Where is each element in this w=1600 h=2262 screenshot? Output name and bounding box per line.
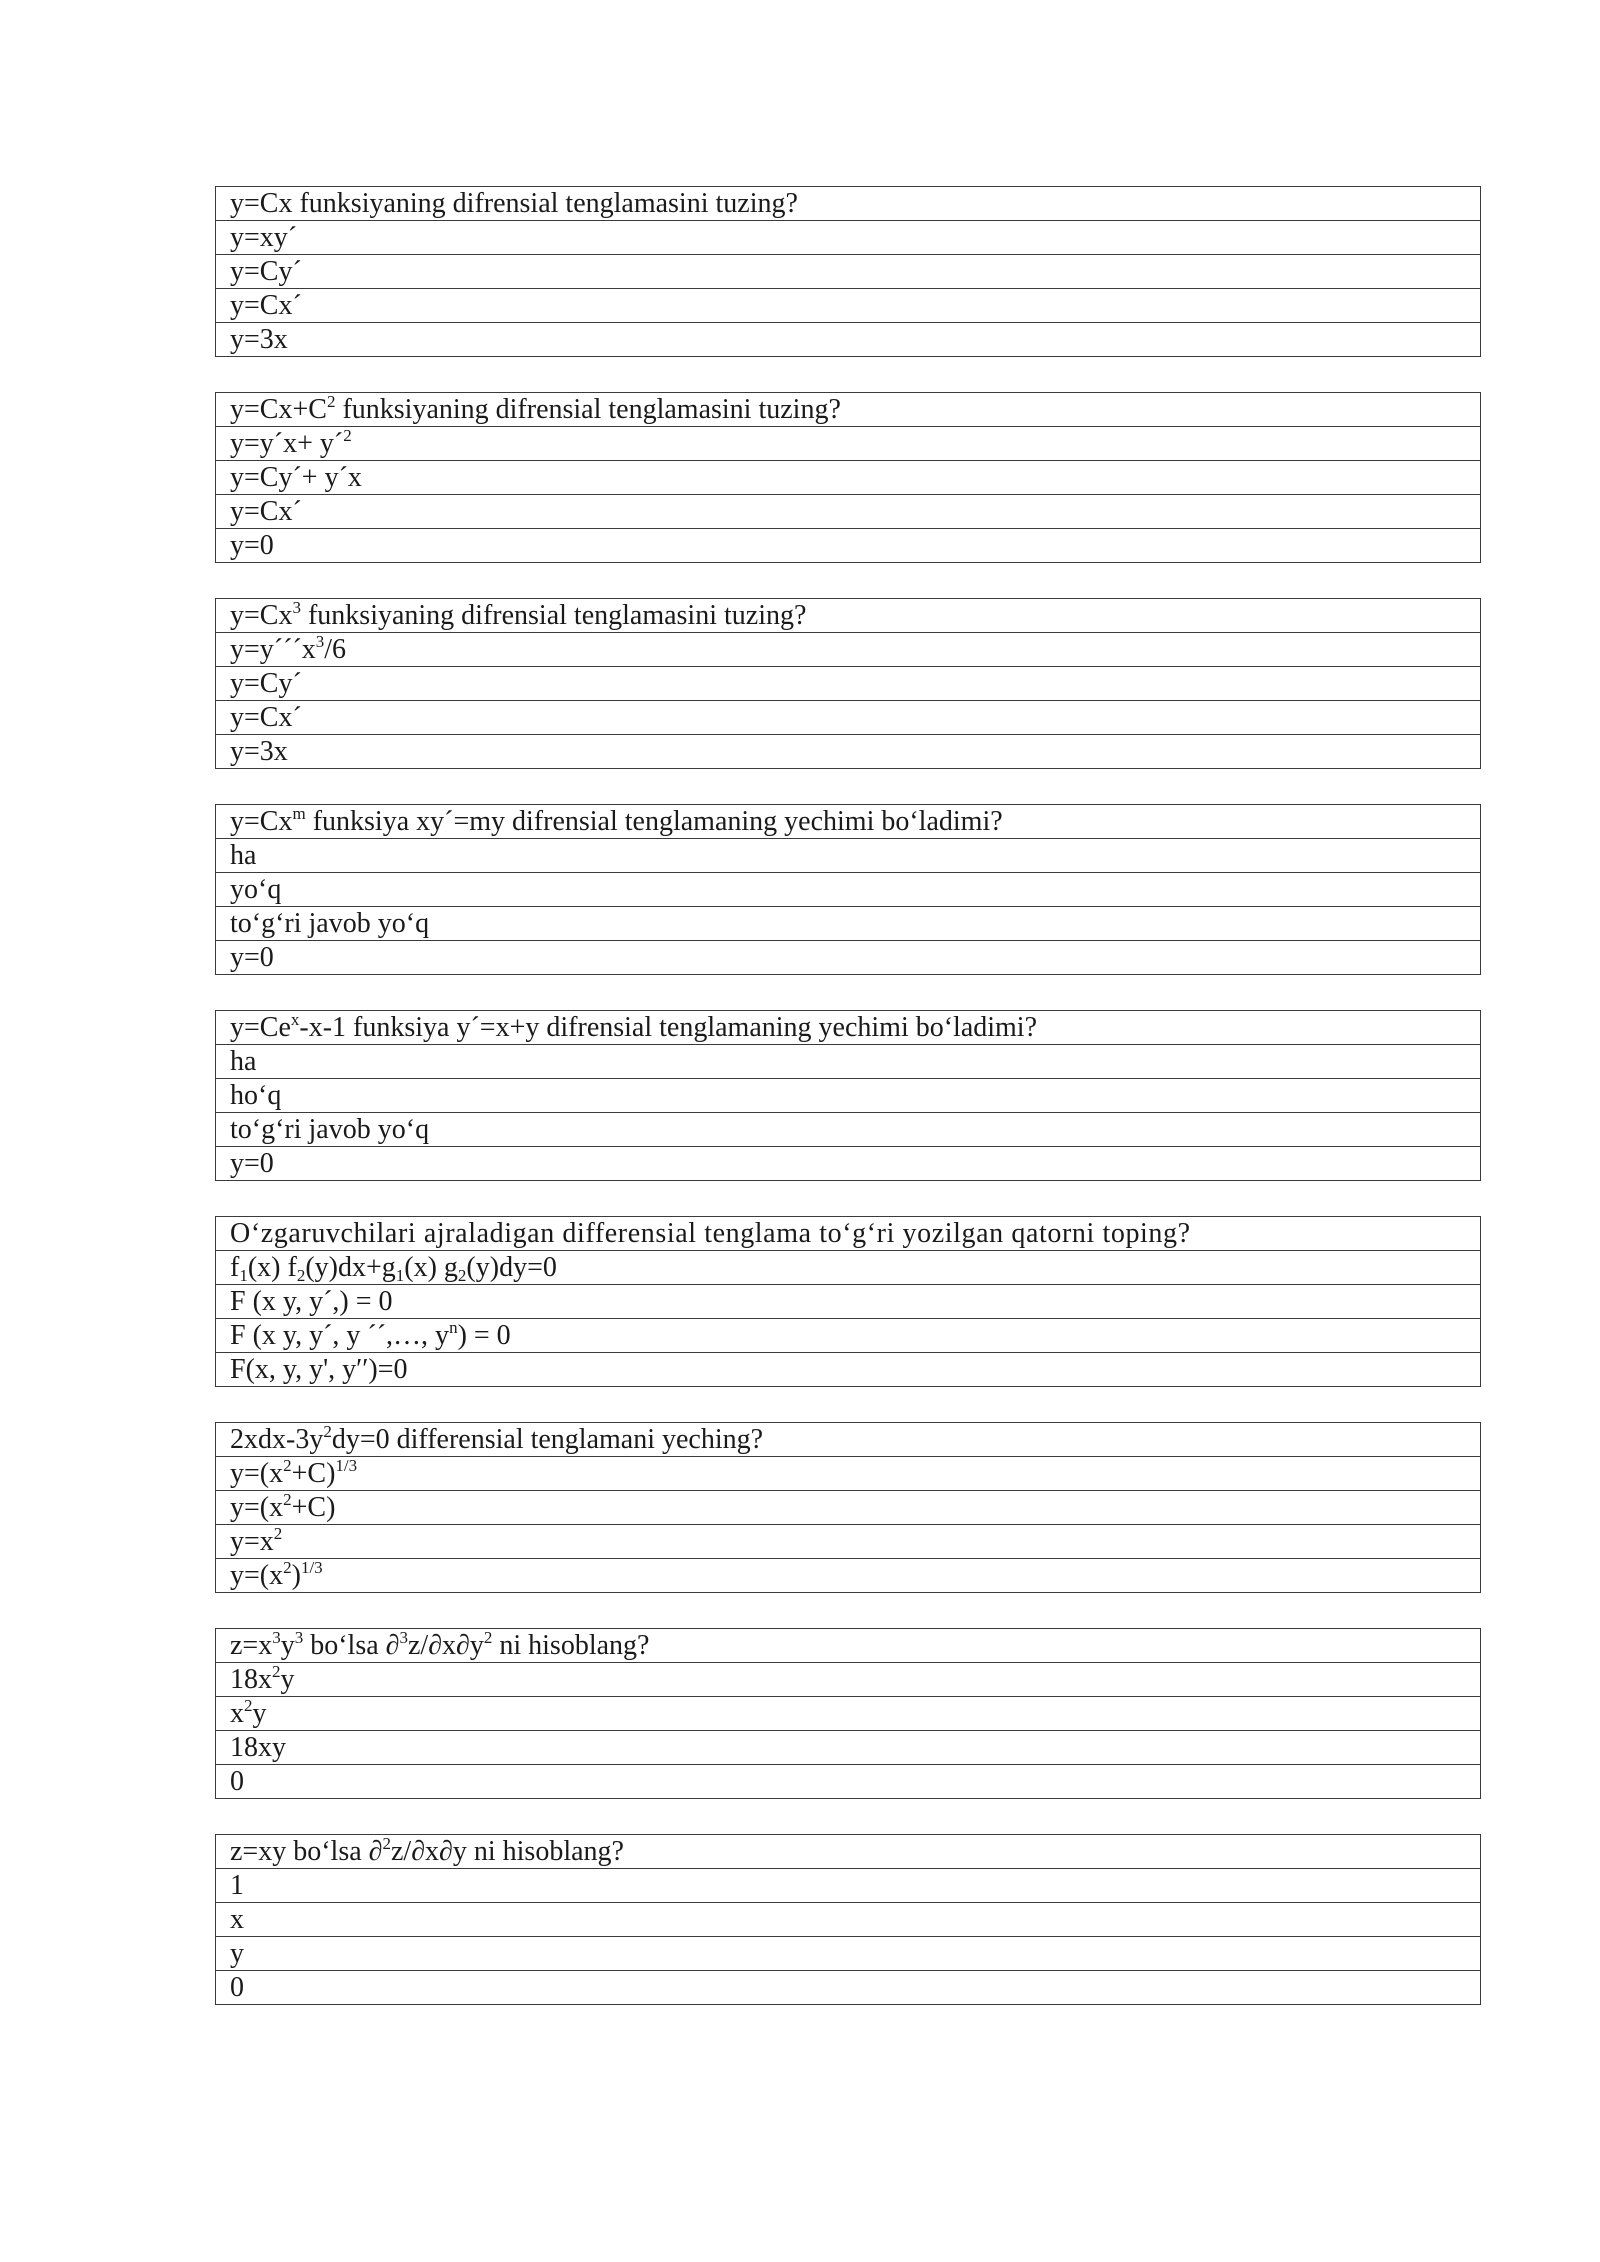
question-text (216, 1629, 1481, 1663)
question-table-8 (215, 1628, 1481, 1799)
answer-option (216, 1319, 1481, 1353)
question-text: y=Cx funksiyaning difrensial tenglamasini tuzing? (216, 187, 1481, 221)
answer-option: 18xy (216, 1731, 1481, 1765)
superscript: 2 (283, 1558, 292, 1577)
superscript: 2 (323, 1422, 332, 1441)
answer-option: to‘g‘ri javob yo‘q (216, 907, 1481, 941)
answer-option (216, 1697, 1481, 1731)
answer-option (216, 1251, 1481, 1285)
answer-text-part: /6 (324, 634, 347, 665)
answer-option: y=3x (216, 323, 1481, 357)
superscript: 2 (272, 1662, 281, 1681)
answer-text-part: y=x (230, 1526, 274, 1557)
question-text-part: y=Cx+C (230, 394, 327, 425)
answer-option: y=0 (216, 1147, 1481, 1181)
superscript: x (290, 1010, 300, 1029)
question-text-part: funksiyaning difrensial tenglamasini tuzing? (335, 394, 841, 425)
answer-option: y=Cx´ (216, 495, 1481, 529)
question-text (216, 1423, 1481, 1457)
superscript: 2 (326, 392, 336, 411)
superscript: 3 (272, 1628, 281, 1647)
subscript: 1 (395, 1266, 405, 1285)
answer-option: x (216, 1903, 1481, 1937)
answer-text-part: (x) f (247, 1252, 297, 1283)
answer-text-part: y (252, 1698, 267, 1729)
answer-option (216, 1491, 1481, 1525)
answer-option: y=0 (216, 941, 1481, 975)
answer-option: y=0 (216, 529, 1481, 563)
subscript: 2 (457, 1266, 467, 1285)
question-table-5 (215, 1010, 1481, 1181)
subscript: 1 (239, 1266, 248, 1285)
answer-option: y=xy´ (216, 221, 1481, 255)
question-table-6 (215, 1216, 1481, 1387)
question-text-part: funksiya xy´=my difrensial tenglamaning yechimi bo‘ladimi? (305, 806, 1003, 837)
superscript: 2 (483, 1628, 493, 1647)
question-table-4 (215, 804, 1481, 975)
answer-option: ho‘q (216, 1079, 1481, 1113)
answer-option: yo‘q (216, 873, 1481, 907)
superscript: 1/3 (300, 1558, 323, 1577)
question-text (216, 805, 1481, 839)
answer-text-part: y=y´x+ y´ (230, 428, 344, 459)
superscript: 2 (343, 426, 352, 445)
question-text (216, 393, 1481, 427)
answer-text-part: F (x y, y´, y ´´,…, y (230, 1320, 450, 1351)
answer-option: y (216, 1937, 1481, 1971)
answer-text-part: ) = 0 (457, 1320, 511, 1351)
answer-option: y=3x (216, 735, 1481, 769)
question-text-part: z/∂x∂y (407, 1630, 484, 1661)
question-text-part: 2xdx-3y (230, 1424, 324, 1455)
superscript: m (292, 804, 306, 823)
answer-option (216, 633, 1481, 667)
question-text-part: z=x (230, 1630, 273, 1661)
question-table-9 (215, 1834, 1481, 2005)
answer-text-part: y=y´´´x (230, 634, 316, 665)
answer-text-part: +C) (291, 1492, 336, 1523)
answer-option (216, 1525, 1481, 1559)
superscript: 2 (382, 1834, 391, 1853)
answer-text-part: (y)dy=0 (466, 1252, 557, 1283)
answer-option: 0 (216, 1765, 1481, 1799)
answer-text-part: ) (291, 1560, 301, 1591)
answer-option: ha (216, 1045, 1481, 1079)
answer-text-part: y=(x (230, 1560, 284, 1591)
question-text-part: z/∂x∂y ni hisoblang? (390, 1836, 624, 1867)
superscript: 3 (292, 598, 301, 617)
answer-text-part: 18x (230, 1664, 272, 1695)
answer-option: 1 (216, 1869, 1481, 1903)
question-text-part: funksiyaning difrensial tenglamasini tuzing? (300, 600, 807, 631)
answer-text-part: y=(x (230, 1492, 284, 1523)
answer-option: y=Cy´ (216, 255, 1481, 289)
document-page (215, 186, 1481, 2040)
answer-option (216, 427, 1481, 461)
superscript: n (449, 1318, 458, 1337)
question-text (216, 1835, 1481, 1869)
superscript: 3 (315, 632, 325, 651)
answer-option (216, 1663, 1481, 1697)
answer-option: F (x y, y´,) = 0 (216, 1285, 1481, 1319)
superscript: 2 (283, 1456, 292, 1475)
answer-option (216, 1457, 1481, 1491)
question-table-3 (215, 598, 1481, 769)
superscript: 1/3 (335, 1456, 358, 1475)
superscript: 2 (273, 1524, 283, 1543)
question-text-part: y (280, 1630, 295, 1661)
superscript: 3 (294, 1628, 304, 1647)
subscript: 2 (296, 1266, 306, 1285)
question-text-part: y=Cx (230, 600, 293, 631)
question-text-part: ni hisoblang? (492, 1630, 650, 1661)
answer-option (216, 1559, 1481, 1593)
superscript: 2 (244, 1696, 253, 1715)
superscript: 2 (283, 1490, 292, 1509)
answer-text-part: +C) (291, 1458, 336, 1489)
question-text-part: y=Cx (230, 806, 293, 837)
answer-option: y=Cy´ (216, 667, 1481, 701)
question-table-7 (215, 1422, 1481, 1593)
answer-option: y=Cy´+ y´x (216, 461, 1481, 495)
answer-option: to‘g‘ri javob yo‘q (216, 1113, 1481, 1147)
question-text-part: y=Ce (230, 1012, 291, 1043)
answer-text-part: (y)dx+g (305, 1252, 396, 1283)
question-text-part: dy=0 differensial tenglamani yeching? (331, 1424, 764, 1455)
answer-option: 0 (216, 1971, 1481, 2005)
question-text-part: bo‘lsa ∂ (303, 1630, 400, 1661)
question-text-part: z=xy bo‘lsa ∂ (230, 1836, 383, 1867)
answer-option: y=Cx´ (216, 289, 1481, 323)
answer-text-part: y (280, 1664, 295, 1695)
answer-option: ha (216, 839, 1481, 873)
answer-text-part: (x) g (404, 1252, 458, 1283)
answer-text-part: f (230, 1252, 240, 1283)
question-text (216, 599, 1481, 633)
answer-option: y=Cx´ (216, 701, 1481, 735)
superscript: 3 (399, 1628, 408, 1647)
answer-option: F(x, y, y', y′′)=0 (216, 1353, 1481, 1387)
question-text: O‘zgaruvchilari ajraladigan differensial tenglama to‘g‘ri yozilgan qatorni toping? (216, 1217, 1481, 1251)
question-table-2 (215, 392, 1481, 563)
answer-text-part: x (230, 1698, 244, 1729)
question-text (216, 1011, 1481, 1045)
answer-text-part: y=(x (230, 1458, 284, 1489)
question-table-1 (215, 186, 1481, 357)
question-text-part: -x-1 funksiya y´=x+y difrensial tenglamaning yechimi bo‘ladimi? (299, 1012, 1038, 1043)
